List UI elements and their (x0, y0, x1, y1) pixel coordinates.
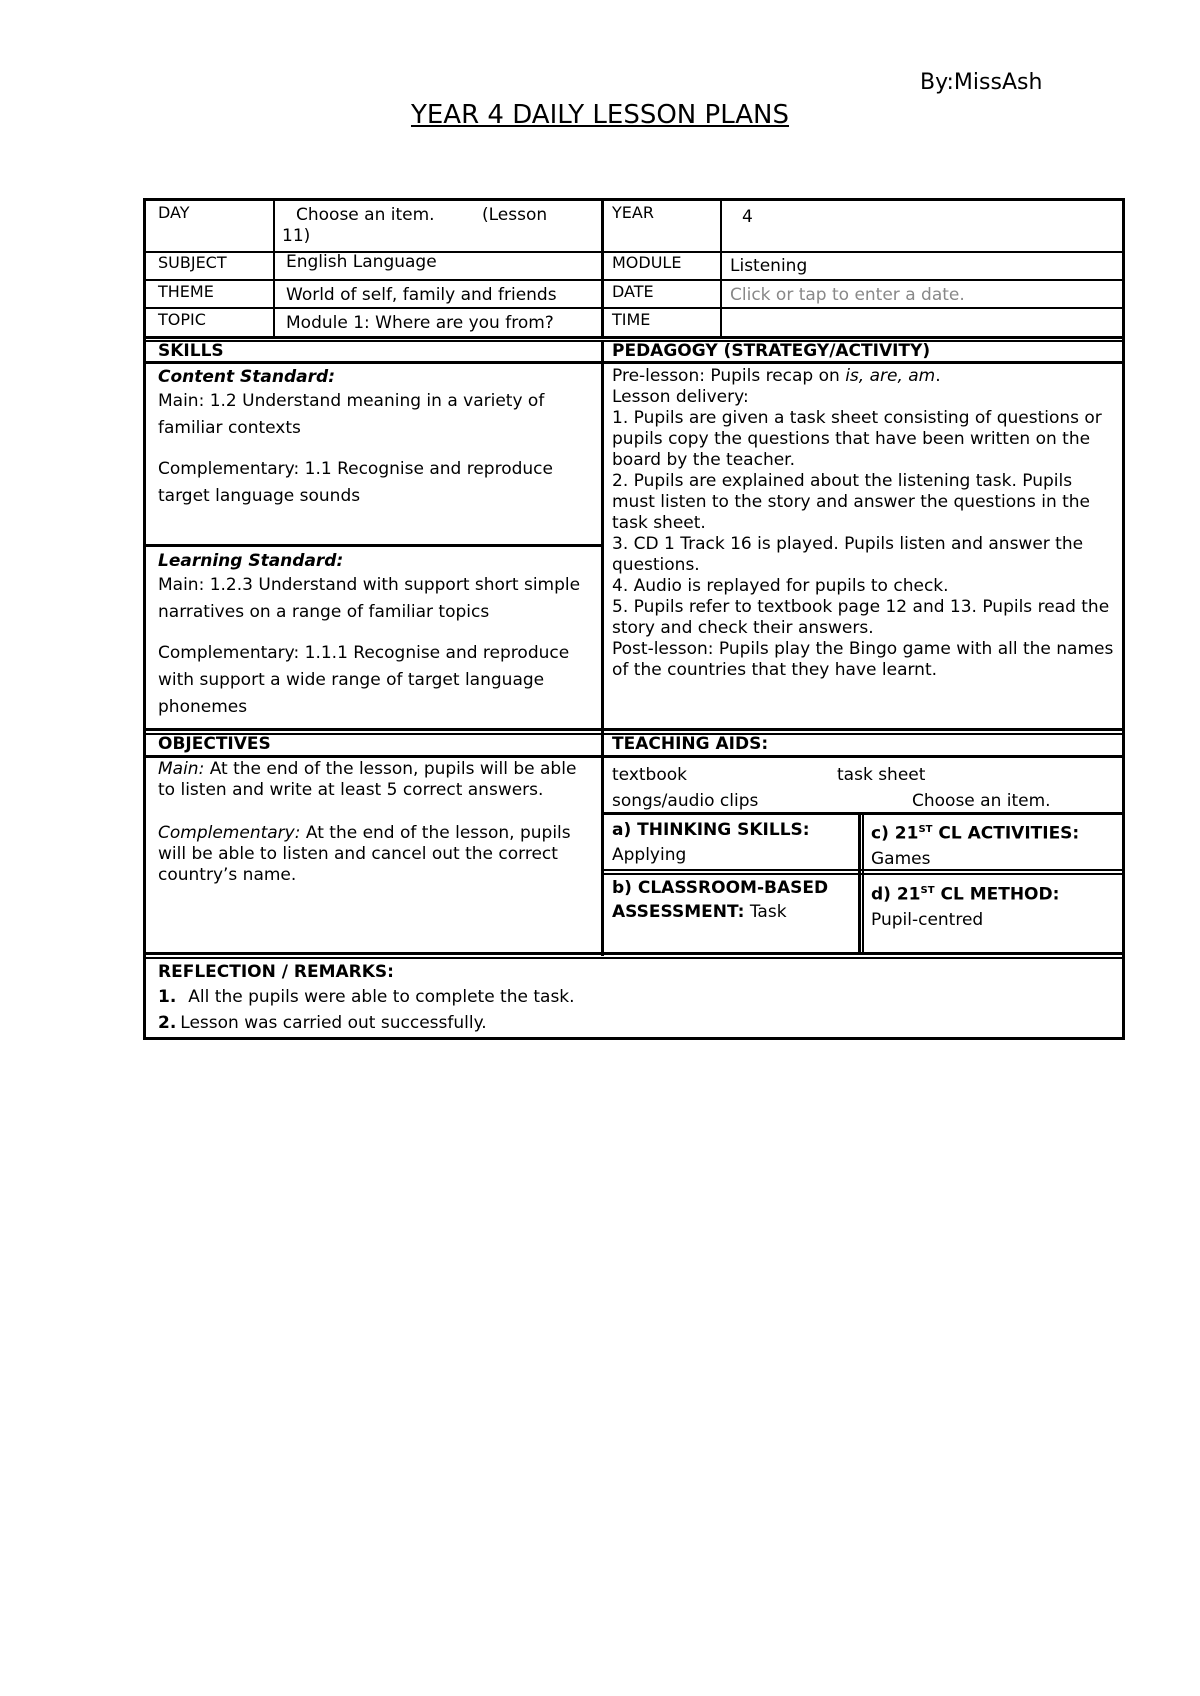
reflection-item (158, 1011, 1108, 1035)
author-label: By:MissAsh (920, 70, 1043, 95)
pre-lesson-suffix: . (935, 366, 941, 386)
assessment-cell (612, 876, 852, 924)
teaching-aids-heading: TEACHING AIDS: (612, 734, 769, 754)
assessment-heading-line1: b) CLASSROOM-BASED (612, 878, 829, 898)
assessment-heading-line2: ASSESSMENT: (612, 902, 745, 922)
topic-label: TOPIC (158, 310, 206, 329)
objectives-body (158, 759, 598, 886)
grid-line (143, 952, 1125, 955)
page-title (0, 100, 1200, 130)
grid-line (143, 755, 1125, 758)
cl-activities-heading-sup: ST (918, 824, 933, 835)
delivery-step: 4. Audio is replayed for pupils to check. (612, 576, 949, 596)
pedagogy-heading: PEDAGOGY (STRATEGY/ACTIVITY) (612, 341, 931, 361)
content-standard-complementary: Complementary: 1.1 Recognise and reproduce target language sounds (158, 459, 553, 506)
lesson-number: 11) (282, 226, 311, 246)
theme-value: World of self, family and friends (286, 285, 557, 305)
cl-activities-heading (871, 818, 1116, 846)
year-label: YEAR (612, 203, 654, 222)
objective-main-text: At the end of the lesson, pupils will be able to listen and write at least 5 correct answers. (158, 759, 577, 800)
reflection-item-text: Lesson was carried out successfully. (180, 1013, 487, 1033)
reflection-item-number: 1. (158, 987, 177, 1007)
grid-line (862, 812, 864, 955)
reflection-item-text: All the pupils were able to complete the task. (188, 987, 575, 1007)
reflection-item (158, 984, 1108, 1011)
grid-line (143, 336, 1125, 339)
learning-standard-heading: Learning Standard: (158, 551, 344, 571)
pre-lesson (612, 366, 1117, 387)
subject-label: SUBJECT (158, 253, 227, 272)
grid-line (143, 307, 1125, 309)
grid-line (720, 198, 722, 338)
module-label: MODULE (612, 253, 682, 272)
cl-activities-heading-post: CL ACTIVITIES: (932, 823, 1080, 844)
assessment-value: Task (744, 902, 787, 922)
cl-method-heading-pre: d) 21 (871, 884, 921, 905)
pre-lesson-words: is, are, am (845, 366, 936, 386)
theme-label: THEME (158, 282, 214, 301)
content-standard-section (158, 366, 598, 510)
assessment-line2 (612, 900, 852, 924)
grid-line (858, 812, 861, 955)
day-label: DAY (158, 203, 190, 222)
objective-main-label: Main: (158, 759, 205, 779)
grid-line (143, 957, 1125, 959)
thinking-skills-heading: a) THINKING SKILLS: (612, 820, 810, 840)
cl-method-heading-sup: ST (920, 885, 935, 896)
grid-line (143, 279, 1125, 281)
content-standard-heading: Content Standard: (158, 367, 335, 387)
delivery-step: 2. Pupils are explained about the listening task. Pupils must listen to the story and answer the questions in the task sheet. (612, 471, 1091, 533)
teaching-aid-task-sheet: task sheet (837, 765, 926, 785)
cl-method-value: Pupil-centred (871, 909, 984, 930)
table-border-top (143, 198, 1125, 201)
grid-line (143, 361, 1125, 364)
reflection-section (158, 960, 1108, 1035)
learning-standard-complementary: Complementary: 1.1.1 Recognise and reproduce with support a wide range of target language phonemes (158, 643, 570, 717)
lesson-text: (Lesson (481, 205, 548, 225)
teaching-aid-textbook: textbook (612, 765, 687, 785)
objective-complementary (158, 823, 598, 886)
grid-line (273, 198, 275, 338)
objectives-heading: OBJECTIVES (158, 734, 271, 754)
cl-method-heading-post: CL METHOD: (934, 884, 1060, 905)
delivery-step: 1. Pupils are given a task sheet consisting of questions or pupils copy the questions that have been written on the board by the teacher. (612, 408, 1102, 470)
reflection-heading: REFLECTION / REMARKS: (158, 962, 394, 982)
topic-value: Module 1: Where are you from? (286, 313, 554, 333)
teaching-aid-audio: songs/audio clips (612, 791, 759, 811)
page-title-text: YEAR 4 DAILY LESSON PLANS (410, 100, 790, 130)
learning-standard-main: Main: 1.2.3 Understand with support short simple narratives on a range of familiar topics (158, 575, 581, 622)
learning-standard-section (158, 550, 598, 721)
delivery-step: 3. CD 1 Track 16 is played. Pupils listen and answer the questions. (612, 534, 1084, 575)
grid-line (143, 728, 1125, 731)
cl-activities-cell (871, 818, 1116, 873)
day-value: Choose an item. (296, 205, 435, 225)
cl-activities-value: Games (871, 848, 931, 869)
module-value: Listening (730, 256, 808, 276)
skills-heading: SKILLS (158, 341, 224, 361)
subject-value: English Language (286, 252, 437, 272)
year-value: 4 (742, 207, 753, 227)
post-lesson: Post-lesson: Pupils play the Bingo game with all the names of the countries that they have learnt. (612, 639, 1114, 680)
cl-activities-heading-pre: c) 21 (871, 823, 919, 844)
lesson-delivery-label: Lesson delivery: (612, 387, 749, 407)
table-border-right (1122, 198, 1125, 1040)
objective-main (158, 759, 598, 801)
date-picker[interactable]: Click or tap to enter a date. (730, 285, 965, 305)
grid-line (601, 198, 604, 338)
thinking-skills-value: Applying (612, 845, 687, 865)
reflection-item-number: 2. (158, 1013, 177, 1033)
delivery-step: 5. Pupils refer to textbook page 12 and 13. Pupils read the story and check their answers. (612, 597, 1110, 638)
cl-method-heading (871, 879, 1116, 907)
objective-comp-label: Complementary: (158, 823, 301, 843)
table-border-bottom (143, 1037, 1125, 1040)
teaching-aid-dropdown[interactable]: Choose an item. (912, 791, 1051, 811)
grid-line (601, 340, 604, 956)
cl-method-cell (871, 879, 1116, 934)
thinking-skills-cell (612, 818, 852, 869)
objective-comp-text: At the end of the lesson, pupils will be able to listen and cancel out the correct country’s name. (158, 823, 571, 885)
table-border-left (143, 198, 146, 1040)
time-label: TIME (612, 310, 651, 329)
pre-lesson-prefix: Pre-lesson: Pupils recap on (612, 366, 846, 386)
pedagogy-body (612, 366, 1117, 681)
content-standard-main: Main: 1.2 Understand meaning in a variety of familiar contexts (158, 391, 545, 438)
grid-line (143, 544, 603, 547)
day-dropdown[interactable] (282, 205, 592, 247)
date-label: DATE (612, 282, 654, 301)
